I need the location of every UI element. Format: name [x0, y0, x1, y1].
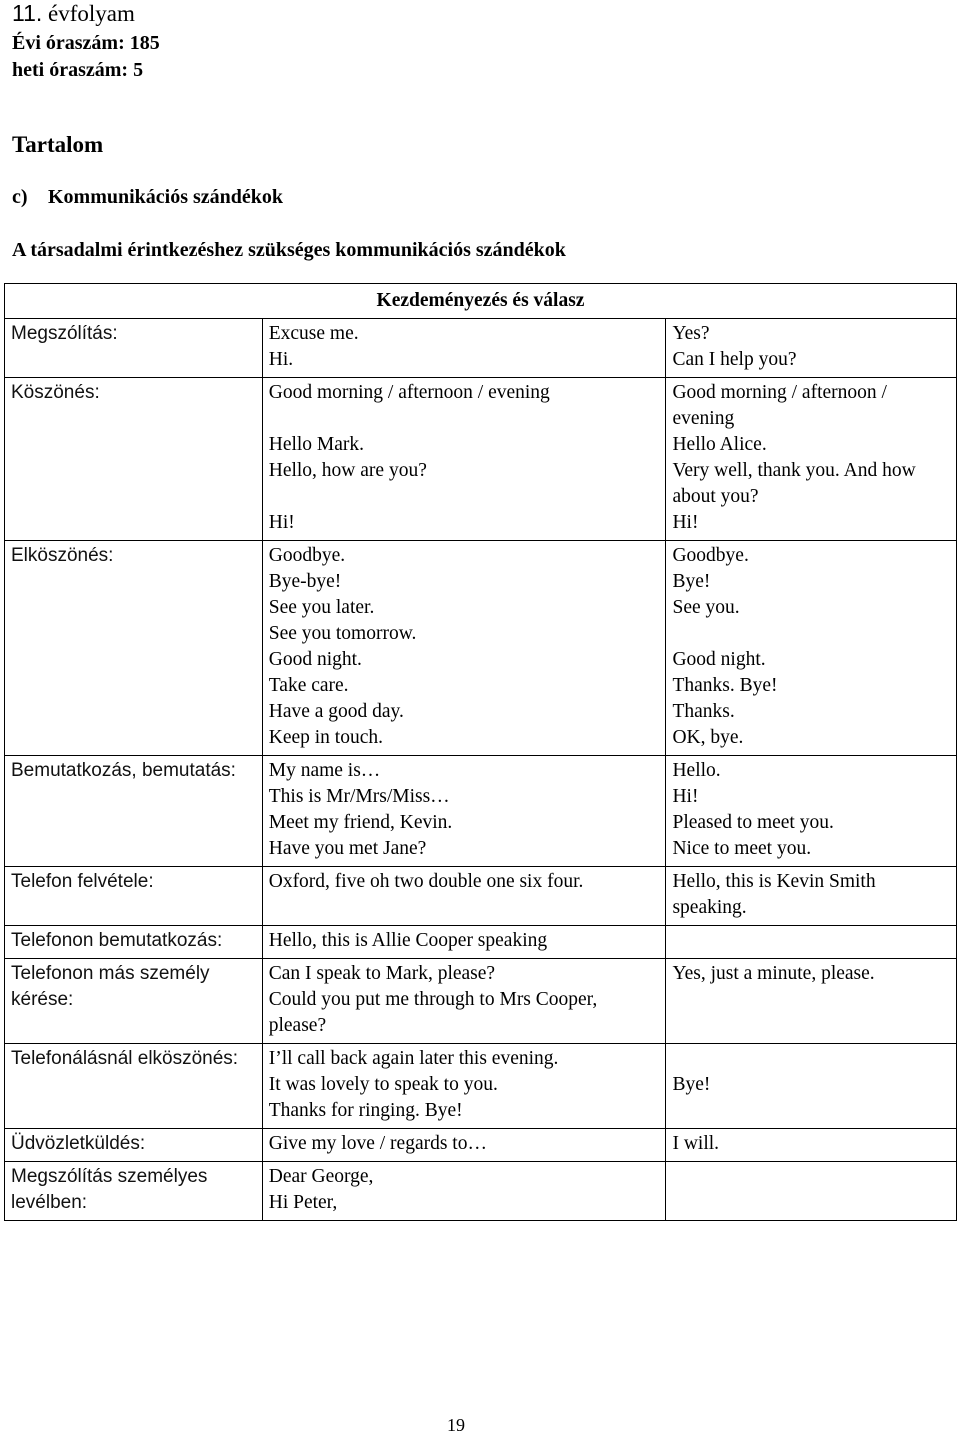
initiation-line: My name is…	[268, 760, 381, 781]
response-line: OK, bye.	[672, 727, 744, 748]
weekly-hours: heti óraszám: 5	[12, 59, 144, 81]
initiation-cell	[262, 378, 666, 541]
initiation-line: Meet my friend, Kevin.	[268, 812, 453, 833]
initiation-line: Excuse me.	[268, 323, 359, 344]
category-cell: Megszólítás:	[5, 319, 263, 378]
initiation-line: Have you met Jane?	[268, 838, 427, 859]
initiation-line: See you later.	[268, 597, 375, 618]
table-row	[5, 1044, 957, 1129]
section-title: Kommunikációs szándékok	[48, 186, 284, 208]
response-line: Yes, just a minute, please.	[672, 963, 875, 984]
initiation-cell	[262, 1129, 666, 1162]
initiation-cell	[262, 319, 666, 378]
initiation-line: I’ll call back again later this evening.	[268, 1048, 559, 1069]
initiation-cell	[262, 1044, 666, 1129]
response-line: Thanks. Bye!	[672, 675, 778, 696]
response-line: Can I help you?	[672, 349, 797, 370]
initiation-line: Hi.	[268, 349, 294, 370]
table-row	[5, 319, 957, 378]
initiation-line: Could you put me through to Mrs Cooper, please?	[268, 989, 598, 1036]
response-cell	[666, 541, 957, 756]
response-line: See you.	[672, 597, 740, 618]
response-line: Hello Alice.	[672, 434, 767, 455]
initiation-line: Hi Peter,	[268, 1192, 338, 1213]
table-row	[5, 1162, 957, 1221]
category-cell: Telefon felvétele:	[5, 867, 263, 926]
initiation-line: Keep in touch.	[268, 727, 383, 748]
table-header: Kezdeményezés és válasz	[5, 284, 957, 319]
response-cell	[666, 1162, 957, 1221]
line-gap	[269, 406, 660, 432]
response-line: Yes?	[672, 323, 710, 344]
category-cell: Üdvözletküldés:	[5, 1129, 263, 1162]
response-cell	[666, 1044, 957, 1129]
response-line: Pleased to meet you.	[672, 812, 834, 833]
category-cell: Telefonon más személy kérése:	[5, 959, 263, 1044]
initiation-line: Give my love / regards to…	[268, 1133, 487, 1154]
response-line: Nice to meet you.	[672, 838, 812, 859]
table-row	[5, 378, 957, 541]
contents-heading: Tartalom	[12, 132, 104, 157]
line-gap	[672, 1046, 950, 1072]
response-line: Very well, thank you. And how about you?	[672, 460, 916, 507]
initiation-line: Hello Mark.	[268, 434, 365, 455]
category-cell: Telefonon bemutatkozás:	[5, 926, 263, 959]
response-line: Good night.	[672, 649, 766, 670]
initiation-line: Hello, how are you?	[268, 460, 427, 481]
table-row	[5, 756, 957, 867]
response-line: Hello, this is Kevin Smith speaking.	[672, 871, 876, 918]
grade-title	[12, 0, 135, 27]
subsection-heading: A társadalmi érintkezéshez szükséges kommunikációs szándékok	[12, 239, 566, 261]
initiation-line: Oxford, five oh two double one six four.	[268, 871, 584, 892]
section-label: c)	[12, 186, 28, 208]
category-cell: Bemutatkozás, bemutatás:	[5, 756, 263, 867]
initiation-line: It was lovely to speak to you.	[268, 1074, 498, 1095]
table-row	[5, 1129, 957, 1162]
response-line: Goodbye.	[672, 545, 749, 566]
response-line: Hi!	[672, 512, 699, 533]
table-body	[5, 319, 957, 1221]
line-gap	[269, 484, 660, 510]
table-row	[5, 867, 957, 926]
line-gap	[672, 621, 950, 647]
initiation-line: Good night.	[268, 649, 362, 670]
section-heading	[12, 184, 283, 210]
initiation-line: Bye-bye!	[268, 571, 342, 592]
initiation-cell	[262, 867, 666, 926]
response-line: Thanks.	[672, 701, 735, 722]
initiation-line: This is Mr/Mrs/Miss…	[268, 786, 450, 807]
initiation-line: Good morning / afternoon / evening	[268, 382, 550, 403]
initiation-line: Hi!	[268, 512, 295, 533]
initiation-line: Thanks for ringing. Bye!	[268, 1100, 463, 1121]
page-number: 19	[447, 1415, 465, 1435]
initiation-line: Have a good day.	[268, 701, 404, 722]
initiation-cell	[262, 541, 666, 756]
response-line: Bye!	[672, 1074, 711, 1095]
response-cell	[666, 319, 957, 378]
category-cell: Elköszönés:	[5, 541, 263, 756]
initiation-line: Can I speak to Mark, please?	[268, 963, 496, 984]
table-row	[5, 541, 957, 756]
table-row	[5, 926, 957, 959]
response-cell	[666, 926, 957, 959]
response-line: Hello.	[672, 760, 721, 781]
response-line: Hi!	[672, 786, 699, 807]
initiation-cell	[262, 756, 666, 867]
annual-hours: Évi óraszám: 185	[12, 32, 160, 54]
response-cell	[666, 1129, 957, 1162]
initiation-cell	[262, 1162, 666, 1221]
table-row	[5, 959, 957, 1044]
response-line: Good morning / afternoon / evening	[672, 382, 887, 429]
response-cell	[666, 959, 957, 1044]
initiation-line: See you tomorrow.	[268, 623, 417, 644]
response-line: I will.	[672, 1133, 720, 1154]
initiation-line: Take care.	[268, 675, 349, 696]
communication-table	[4, 283, 957, 1221]
table-header-row	[5, 284, 957, 319]
initiation-cell	[262, 959, 666, 1044]
category-cell: Telefonálásnál elköszönés:	[5, 1044, 263, 1129]
category-cell: Megszólítás személyes levélben:	[5, 1162, 263, 1221]
response-line: Bye!	[672, 571, 711, 592]
response-cell	[666, 756, 957, 867]
initiation-line: Hello, this is Allie Cooper speaking	[268, 930, 548, 951]
category-cell: Köszönés:	[5, 378, 263, 541]
initiation-line: Dear George,	[268, 1166, 374, 1187]
response-cell	[666, 867, 957, 926]
initiation-line: Goodbye.	[268, 545, 346, 566]
initiation-cell	[262, 926, 666, 959]
grade-number: 11.	[12, 0, 43, 26]
grade-word: évfolyam	[48, 1, 135, 26]
response-cell	[666, 378, 957, 541]
